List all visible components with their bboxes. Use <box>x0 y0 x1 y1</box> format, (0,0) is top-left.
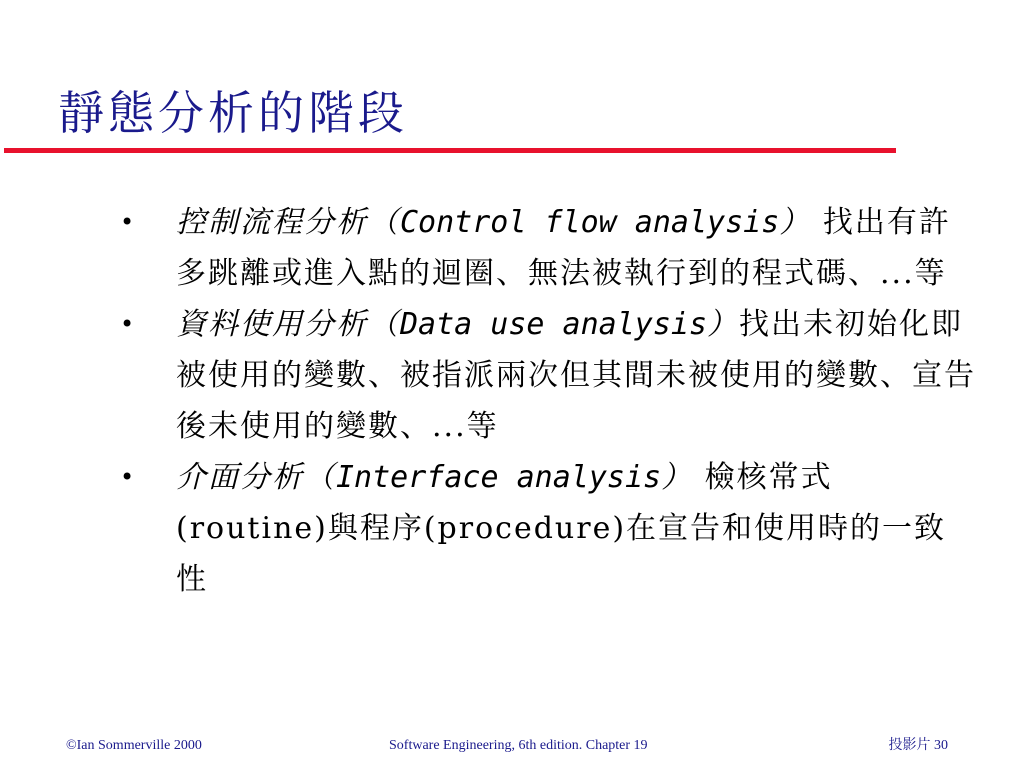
bullet-term <box>176 460 693 495</box>
bullet-term <box>176 307 739 342</box>
term-close-paren: ） <box>661 460 694 495</box>
term-close-paren: ） <box>779 205 812 240</box>
bullet-description: 檢核常式(routine)與程序(procedure)在宣告和使用時的一致性 <box>176 460 947 597</box>
bullet-dot-icon: • <box>120 463 137 491</box>
bullet-dot-icon: • <box>120 208 137 236</box>
footer-slide-number: 投影片 30 <box>888 738 948 753</box>
term-open-paren: （ <box>304 460 336 495</box>
bullet-item-data-use <box>118 299 978 452</box>
term-english: Interface analysis <box>336 460 662 495</box>
bullet-term <box>176 205 811 240</box>
term-open-paren: （ <box>368 307 400 342</box>
term-english: Control flow analysis <box>400 205 780 240</box>
footer-copyright: ©Ian Sommerville 2000 <box>66 738 202 753</box>
term-chinese: 介面分析 <box>176 460 304 495</box>
bullet-description: 找出有許多跳離或進入點的迴圈、無法被執行到的程式碼、...等 <box>176 205 951 291</box>
term-open-paren: （ <box>368 205 400 240</box>
slide-title: 靜態分析的階段 <box>58 86 408 140</box>
term-chinese: 資料使用分析 <box>176 307 368 342</box>
term-english: Data use analysis <box>400 307 708 342</box>
bullet-item-control-flow <box>118 197 978 299</box>
bullet-list <box>118 197 978 605</box>
bullet-item-interface <box>118 452 978 605</box>
footer-book-title: Software Engineering, 6th edition. Chapter 19 <box>389 738 648 753</box>
title-underline-rule <box>4 148 896 153</box>
bullet-description: 找出未初始化即被使用的變數、被指派兩次但其間未被使用的變數、宣告後未使用的變數、...等 <box>176 307 976 444</box>
term-close-paren: ） <box>707 307 740 342</box>
term-chinese: 控制流程分析 <box>176 205 368 240</box>
bullet-dot-icon: • <box>120 310 137 338</box>
